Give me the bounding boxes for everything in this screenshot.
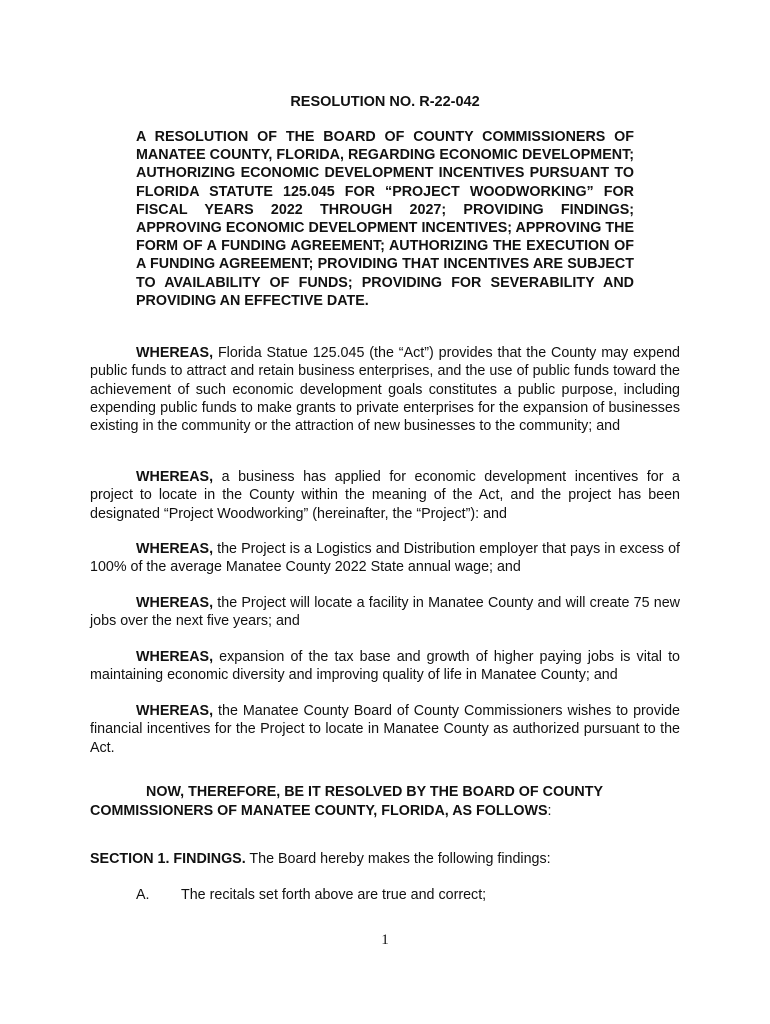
- whereas-label: WHEREAS,: [136, 595, 214, 611]
- resolved-colon: :: [547, 803, 552, 819]
- whereas-clause-1: [90, 344, 680, 435]
- finding-item-text: The recitals set forth above are true and correct;: [181, 887, 487, 903]
- whereas-text: Florida Statue 125.045 (the “Act”) provides that the County may expend public funds to attract and retain business enterprises, and the use of public funds toward the achievement of such economic development goals constitutes a public purpose, including expending public funds to make grants to private enterprises for the expansion of businesses existing in the community or the attraction of new businesses to the community; and: [90, 345, 680, 435]
- section-1-heading: SECTION 1. FINDINGS.: [90, 851, 246, 867]
- whereas-clause-3: [90, 540, 680, 577]
- whereas-clause-4: [90, 594, 680, 631]
- resolution-title: A RESOLUTION OF THE BOARD OF COUNTY COMMISSIONERS OF MANATEE COUNTY, FLORIDA, REGARDING ECONOMIC DEVELOPMENT; AUTHORIZING ECONOMIC DEVELOPMENT INCENTIVES PURSUANT TO FLORIDA STATUTE 125.045 FOR “PROJECT WOODWORKING” FOR FISCAL YEARS 2022 THROUGH 2027; PROVIDING FINDINGS; APPROVING ECONOMIC DEVELOPMENT INCENTIVES; APPROVING THE FORM OF A FUNDING AGREEMENT; AUTHORIZING THE EXECUTION OF A FUNDING AGREEMENT; PROVIDING THAT INCENTIVES ARE SUBJECT TO AVAILABILITY OF FUNDS; PROVIDING FOR SEVERABILITY AND PROVIDING AN EFFECTIVE DATE.: [136, 129, 634, 309]
- resolved-text: NOW, THEREFORE, BE IT RESOLVED BY THE BOARD OF COUNTY COMMISSIONERS OF MANATEE COUNTY, FLORIDA, AS FOLLOWS: [90, 784, 603, 819]
- finding-item-a: [136, 887, 676, 903]
- whereas-text: a business has applied for economic development incentives for a project to locate in the County within the meaning of the Act, and the project has been designated “Project Woodworking” (hereinafter, the “Project”): and: [90, 469, 680, 522]
- section-1: [90, 851, 680, 867]
- whereas-label: WHEREAS,: [136, 469, 214, 485]
- whereas-clause-2: [90, 468, 680, 523]
- finding-item-letter: A.: [136, 887, 150, 903]
- whereas-clause-6: [90, 702, 680, 757]
- whereas-text: the Project will locate a facility in Manatee County and will create 75 new jobs over the next five years; and: [90, 595, 680, 630]
- whereas-text: expansion of the tax base and growth of higher paying jobs is vital to maintaining economic diversity and improving quality of life in Manatee County; and: [90, 649, 680, 684]
- section-1-text: The Board hereby makes the following findings:: [245, 851, 551, 867]
- resolved-clause: [90, 783, 680, 821]
- whereas-text: the Manatee County Board of County Commissioners wishes to provide financial incentives for the Project to locate in Manatee County as authorized pursuant to the Act.: [90, 703, 680, 756]
- whereas-label: WHEREAS,: [136, 703, 214, 719]
- page-number: 1: [381, 932, 389, 948]
- whereas-text: the Project is a Logistics and Distribution employer that pays in excess of 100% of the average Manatee County 2022 State annual wage; and: [90, 541, 680, 576]
- whereas-label: WHEREAS,: [136, 649, 214, 665]
- whereas-clause-5: [90, 648, 680, 685]
- whereas-label: WHEREAS,: [136, 345, 214, 361]
- resolution-number: RESOLUTION NO. R-22-042: [290, 94, 480, 110]
- whereas-label: WHEREAS,: [136, 541, 214, 557]
